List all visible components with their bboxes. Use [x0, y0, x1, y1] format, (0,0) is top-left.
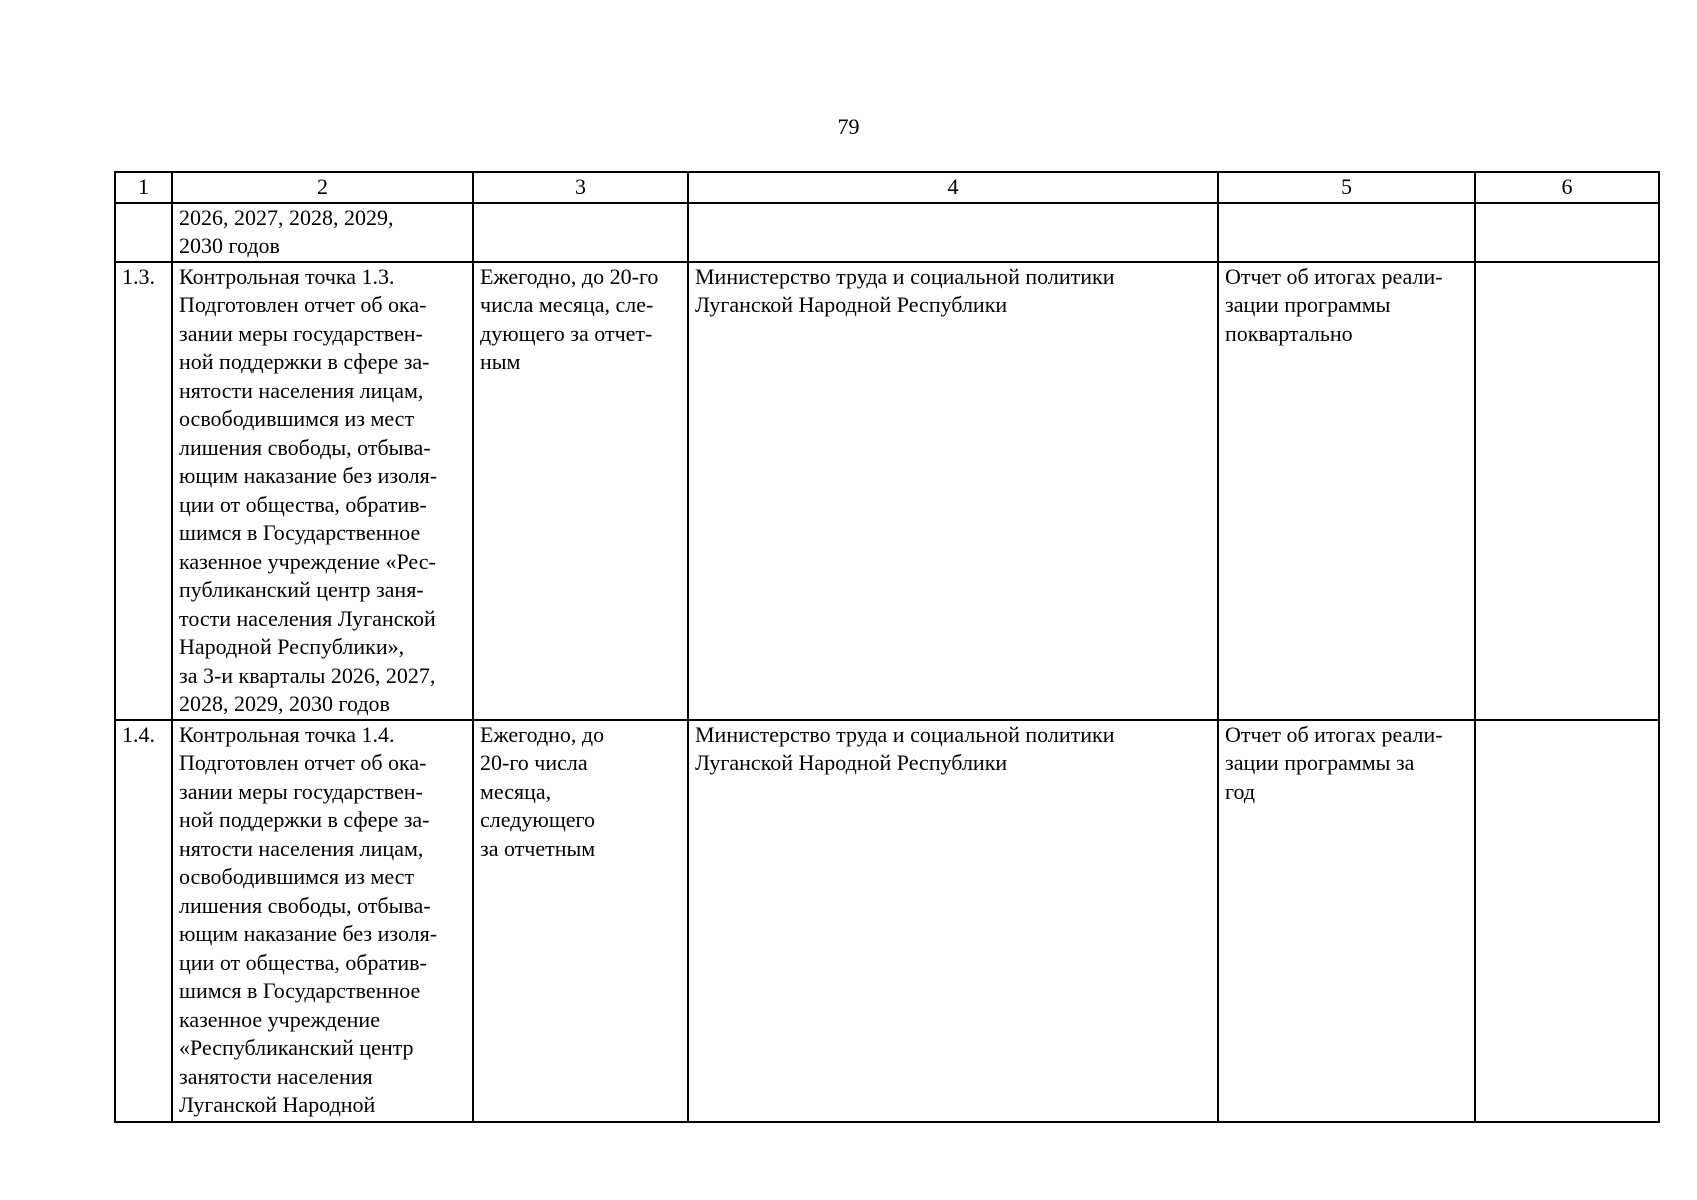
text-line: дующего за отчет- — [480, 320, 653, 346]
description-cell — [172, 262, 473, 720]
responsible-cell — [688, 720, 1218, 1122]
text-line: ции от общества, обратив- — [179, 491, 427, 517]
header-cell: 4 — [688, 172, 1218, 203]
text-line: Народной Республики», — [179, 634, 405, 659]
deadline-cell — [473, 262, 688, 720]
text-line: освободившимся из мест — [179, 406, 415, 431]
text-line: зании меры государствен- — [179, 320, 423, 346]
text-line: шимся в Государственное — [179, 978, 421, 1003]
table-row — [115, 720, 1659, 1122]
deadline-cell — [473, 720, 688, 1122]
row-number-cell: 1.3. — [115, 262, 172, 720]
text-line: год — [1225, 778, 1256, 804]
text-line: 2028, 2029, 2030 годов — [179, 691, 390, 716]
text-line: зании меры государствен- — [179, 778, 423, 804]
text-line: ющим наказание без изоля- — [179, 463, 438, 488]
deadline-cell — [473, 203, 688, 262]
text-line: занятости населения — [179, 1063, 373, 1089]
extra-cell — [1475, 203, 1659, 262]
text-line: освободившимся из мест — [179, 864, 415, 889]
cell-text — [179, 263, 466, 719]
document-cell — [1218, 203, 1475, 262]
cell-text — [1225, 263, 1468, 349]
text-line: «Республиканский центр — [179, 1035, 414, 1060]
table-row — [115, 262, 1659, 720]
responsible-cell — [688, 262, 1218, 720]
text-line: Луганской Народной — [179, 1092, 376, 1117]
document-cell — [1218, 262, 1475, 720]
header-cell: 1 — [115, 172, 172, 203]
text-line: ющим наказание без изоля- — [179, 921, 438, 946]
responsible-cell — [688, 203, 1218, 262]
text-line: Ежегодно, до — [480, 721, 605, 747]
cell-text — [480, 263, 681, 377]
cell-text — [695, 721, 1211, 778]
text-line: казенное учреждение «Рес- — [179, 548, 436, 574]
text-line: поквартально — [1225, 320, 1353, 346]
text-line: казенное учреждение — [179, 1006, 380, 1032]
text-line: 2026, 2027, 2028, 2029, — [179, 204, 394, 230]
text-line: Контрольная точка 1.4. — [179, 721, 395, 747]
table-header-row — [115, 172, 1659, 203]
text-line: 2030 годов — [179, 233, 280, 258]
text-line: лишения свободы, отбыва- — [179, 434, 431, 460]
text-line: ции от общества, обратив- — [179, 949, 427, 975]
text-line: нятости населения лицам, — [179, 377, 424, 403]
text-line: следующего — [480, 807, 596, 832]
page-number: 79 — [837, 114, 860, 139]
text-line: за отчетным — [480, 835, 596, 861]
cell-text — [179, 204, 466, 261]
text-line: нятости населения лицам, — [179, 835, 424, 861]
text-line: Луганской Народной Республики — [695, 750, 1008, 775]
text-line: Контрольная точка 1.3. — [179, 263, 395, 289]
text-line: ным — [480, 349, 521, 374]
row-number-cell: 1.4. — [115, 720, 172, 1122]
table-row — [115, 203, 1659, 262]
text-line: тости населения Луганской — [179, 605, 436, 631]
row-number-cell — [115, 203, 172, 262]
text-line: Подготовлен отчет об ока- — [179, 292, 427, 317]
header-cell: 2 — [172, 172, 473, 203]
text-line: Луганской Народной Республики — [695, 292, 1008, 317]
description-cell — [172, 203, 473, 262]
text-line: шимся в Государственное — [179, 520, 421, 545]
cell-text — [480, 721, 681, 864]
description-cell — [172, 720, 473, 1122]
text-line: 20-го числа — [480, 750, 588, 775]
document-table — [114, 171, 1660, 1123]
extra-cell — [1475, 720, 1659, 1122]
text-line: ной поддержки в сфере за- — [179, 349, 430, 374]
text-line: зации программы за — [1225, 750, 1415, 775]
header-cell: 5 — [1218, 172, 1475, 203]
header-cell: 3 — [473, 172, 688, 203]
text-line: лишения свободы, отбыва- — [179, 892, 431, 918]
text-line: публиканский центр заня- — [179, 577, 424, 602]
text-line: Подготовлен отчет об ока- — [179, 750, 427, 775]
cell-text — [179, 721, 466, 1120]
text-line: Ежегодно, до 20-го — [480, 263, 659, 289]
header-cell: 6 — [1475, 172, 1659, 203]
text-line: числа месяца, сле- — [480, 292, 654, 317]
cell-text — [1225, 721, 1468, 807]
text-line: Отчет об итогах реали- — [1225, 721, 1443, 747]
text-line: Министерство труда и социальной политики — [695, 263, 1115, 289]
text-line: Министерство труда и социальной политики — [695, 721, 1115, 747]
cell-text — [695, 263, 1211, 320]
text-line: месяца, — [480, 778, 552, 804]
text-line: за 3-и кварталы 2026, 2027, — [179, 662, 436, 688]
extra-cell — [1475, 262, 1659, 720]
text-line: Отчет об итогах реали- — [1225, 263, 1443, 289]
text-line: зации программы — [1225, 292, 1391, 317]
text-line: ной поддержки в сфере за- — [179, 807, 430, 832]
document-cell — [1218, 720, 1475, 1122]
